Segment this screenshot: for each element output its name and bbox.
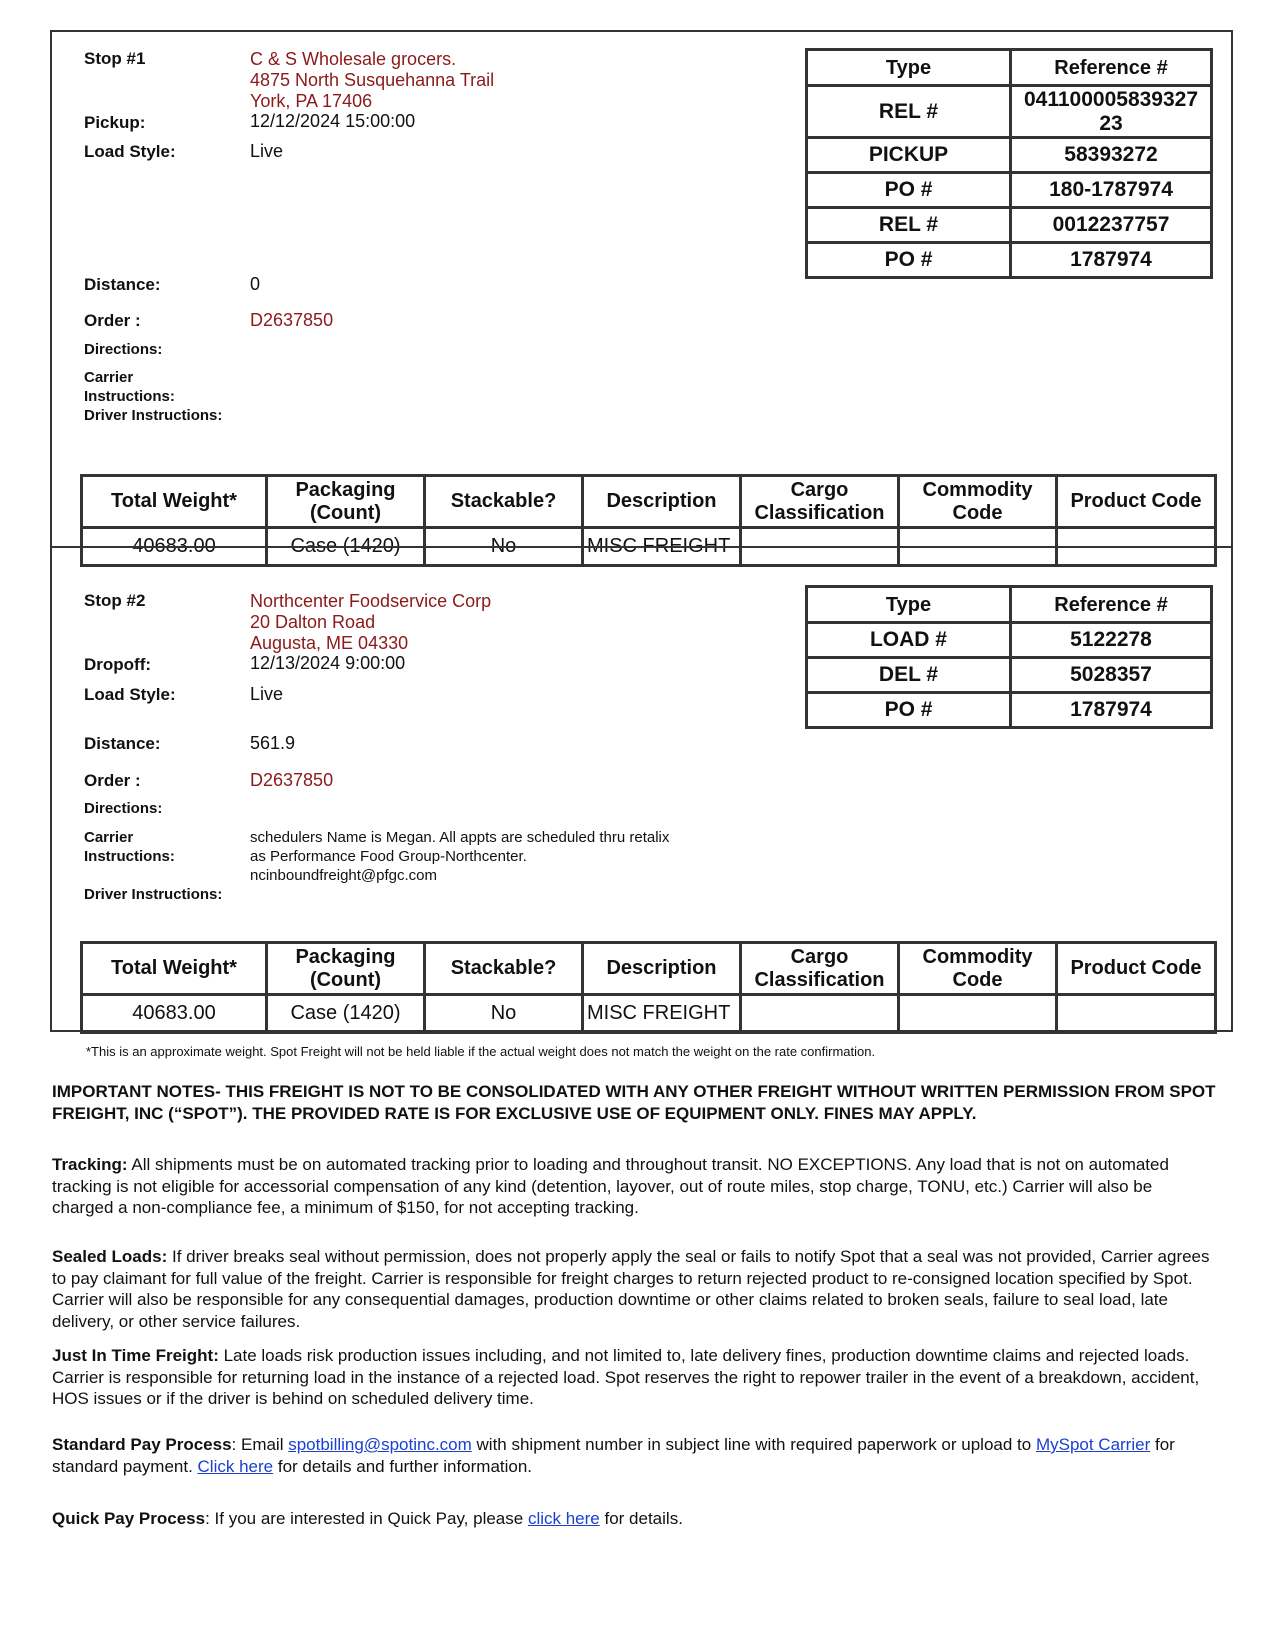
type-header: Type <box>807 587 1011 623</box>
stop-2-carrier-instructions-line-1: schedulers Name is Megan. All appts are scheduled thru retalix <box>250 829 670 846</box>
stop-1-carrier-label-2: Instructions: <box>84 388 175 405</box>
reference-type: PO # <box>807 693 1011 728</box>
reference-row <box>807 623 1212 658</box>
reference-value: 1787974 <box>1011 693 1212 728</box>
cargo-header-row <box>82 943 1216 995</box>
quick-pay-text-1: : If you are interested in Quick Pay, please <box>205 1509 528 1528</box>
total-weight-header: Total Weight* <box>82 476 267 528</box>
stop-1-load-style-label: Load Style: <box>84 142 176 161</box>
important-notes: IMPORTANT NOTES- THIS FREIGHT IS NOT TO BE CONSOLIDATED WITH ANY OTHER FREIGHT WITHOUT WRITTEN PERMISSION FROM SPOT FREIGHT, INC (“SPOT”). THE PROVIDED RATE IS FOR EXCLUSIVE USE OF EQUIPMENT ONLY. FINES MAY APPLY. <box>52 1082 1216 1123</box>
stop-2-carrier-instructions-line-2: as Performance Food Group-Northcenter. <box>250 848 527 865</box>
stop-1-label: Stop #1 <box>84 49 146 68</box>
stop-2-distance: 561.9 <box>250 733 296 753</box>
standard-pay-paragraph <box>52 1434 1217 1477</box>
reference-value: 5122278 <box>1011 623 1212 658</box>
stop-2-load-style-label: Load Style: <box>84 685 176 704</box>
reference-header-row <box>807 50 1212 86</box>
cargo-classification-header: Cargo Classification <box>741 476 899 528</box>
stop-2-cargo-table <box>80 941 1217 1034</box>
description-header: Description <box>583 943 741 995</box>
packaging: Case (1420) <box>267 528 425 566</box>
standard-pay-text-4: for details and further information. <box>273 1456 533 1476</box>
tracking-paragraph <box>52 1154 1217 1219</box>
reference-type: PICKUP <box>807 138 1011 173</box>
standard-pay-text-1: : Email <box>231 1435 289 1454</box>
reference-row <box>807 86 1212 138</box>
stop-2-label: Stop #2 <box>84 591 146 610</box>
sealed-loads-text: If driver breaks seal without permission, does not properly apply the seal or fails to notify Spot that a seal was not provided, Carrier agrees to pay claimant for full value of the freight. Carrier is responsible for freight charges to return rejected product to re-consigned location specified by Spot. Carrier will also be responsible for any consequential damages, production downtime or other claims related to broken seals, failure to seal load, late delivery, or other service failures. <box>52 1247 1210 1331</box>
product-code-header: Product Code <box>1057 476 1216 528</box>
sealed-loads-label: Sealed Loads: <box>52 1247 168 1266</box>
commodity-code-header: Commodity Code <box>899 476 1057 528</box>
stop-2-time-label: Dropoff: <box>84 655 152 674</box>
reference-type: REL # <box>807 86 1011 138</box>
product-code <box>1057 995 1216 1033</box>
reference-value: 041100005839327 23 <box>1011 86 1212 138</box>
stackable: No <box>425 528 583 566</box>
stop-1-load-style: Live <box>250 141 284 161</box>
standard-pay-label: Standard Pay Process <box>52 1435 232 1454</box>
reference-value: 0012237757 <box>1011 208 1212 243</box>
stop-2-carrier-instructions-line-3: ncinboundfreight@pfgc.com <box>250 867 438 884</box>
stop-2-carrier-label: Carrier <box>84 829 134 846</box>
cargo-classification <box>741 995 899 1033</box>
quick-pay-text-2: for details. <box>599 1509 683 1528</box>
weight-footnote: *This is an approximate weight. Spot Freight will not be held liable if the actual weight does not match the weight on the rate confirmation. <box>86 1044 876 1059</box>
type-header: Type <box>807 50 1011 86</box>
stop-2-name: Northcenter Foodservice Corp <box>250 591 492 611</box>
standard-pay-text-2: with shipment number in subject line with required paperwork or upload to <box>471 1435 1036 1454</box>
reference-row <box>807 208 1212 243</box>
jit-label: Just In Time Freight: <box>52 1346 219 1365</box>
reference-type: LOAD # <box>807 623 1011 658</box>
sealed-loads-paragraph <box>52 1246 1217 1332</box>
total-weight-header: Total Weight* <box>82 943 267 995</box>
stackable: No <box>425 995 583 1033</box>
total-weight: 40683.00 <box>82 995 267 1033</box>
stop-1-name: C & S Wholesale grocers. <box>250 49 457 69</box>
myspot-carrier-link[interactable]: MySpot Carrier <box>1035 1435 1151 1454</box>
stop-2-load-style: Live <box>250 684 284 704</box>
stop-1-carrier-label: Carrier <box>84 369 134 386</box>
stop-1-address-2: York, PA 17406 <box>250 91 373 111</box>
description: MISC FREIGHT <box>583 528 741 566</box>
reference-value: 5028357 <box>1011 658 1212 693</box>
stop-2-distance-label: Distance: <box>84 734 161 753</box>
reference-type: PO # <box>807 173 1011 208</box>
billing-email-link[interactable]: spotbilling@spotinc.com <box>288 1435 472 1454</box>
stop-2-address-1: 20 Dalton Road <box>250 612 376 632</box>
commodity-code-header: Commodity Code <box>899 943 1057 995</box>
reference-type: PO # <box>807 243 1011 278</box>
stop-2-time-value: 12/13/2024 9:00:00 <box>250 653 406 673</box>
reference-row <box>807 243 1212 278</box>
reference-type: DEL # <box>807 658 1011 693</box>
stop-1-order-label: Order : <box>84 311 141 330</box>
stop-2-carrier-label-2: Instructions: <box>84 848 175 865</box>
stop-1-order: D2637850 <box>250 310 334 330</box>
jit-paragraph <box>52 1345 1217 1410</box>
description-header: Description <box>583 476 741 528</box>
reference-value: 1787974 <box>1011 243 1212 278</box>
stackable-header: Stackable? <box>425 476 583 528</box>
tracking-label: Tracking: <box>52 1155 128 1174</box>
quick-pay-click-here-link[interactable]: click here <box>527 1509 600 1528</box>
stop-2-order-label: Order : <box>84 771 141 790</box>
stop-1-distance-label: Distance: <box>84 275 161 294</box>
stop-2-driver-label: Driver Instructions: <box>84 886 223 903</box>
stop-2-order: D2637850 <box>250 770 334 790</box>
quick-pay-label: Quick Pay Process <box>52 1509 206 1528</box>
reference-header: Reference # <box>1011 587 1212 623</box>
stop-1-time-value: 12/12/2024 15:00:00 <box>250 111 416 131</box>
cargo-classification-header: Cargo Classification <box>741 943 899 995</box>
cargo-row <box>82 995 1216 1033</box>
packaging-header: Packaging (Count) <box>267 943 425 995</box>
reference-value: 180-1787974 <box>1011 173 1212 208</box>
reference-value: 58393272 <box>1011 138 1212 173</box>
reference-row <box>807 138 1212 173</box>
standard-pay-text-3: for standard payment. <box>52 1435 1175 1476</box>
reference-header: Reference # <box>1011 50 1212 86</box>
packaging-header: Packaging (Count) <box>267 476 425 528</box>
cargo-header-row <box>82 476 1216 528</box>
stop-1-address-1: 4875 North Susquehanna Trail <box>250 70 495 90</box>
packaging: Case (1420) <box>267 995 425 1033</box>
quick-pay-paragraph <box>52 1508 1217 1530</box>
stop-2-reference-table <box>805 585 1213 729</box>
stop-1-time-label: Pickup: <box>84 113 146 132</box>
commodity-code <box>899 995 1057 1033</box>
stop-1-distance: 0 <box>250 274 261 294</box>
stop-1-directions-label: Directions: <box>84 341 163 358</box>
reference-row <box>807 173 1212 208</box>
stop-2-directions-label: Directions: <box>84 800 163 817</box>
reference-type: REL # <box>807 208 1011 243</box>
stackable-header: Stackable? <box>425 943 583 995</box>
reference-row <box>807 658 1212 693</box>
description: MISC FREIGHT <box>583 995 741 1033</box>
jit-text: Late loads risk production issues including, and not limited to, late delivery fines, production downtime claims and rejected loads. Carrier is responsible for returning load in the instance of a rejected load. Spot reserves the right to repower trailer in the event of a breakdown, accident, HOS issues or if the driver is behind on scheduled delivery time. <box>52 1346 1200 1408</box>
standard-pay-click-here-link[interactable]: Click here <box>197 1456 274 1476</box>
product-code-header: Product Code <box>1057 943 1216 995</box>
stop-2-address-2: Augusta, ME 04330 <box>250 633 409 653</box>
stop-1-reference-table <box>805 48 1213 279</box>
reference-row <box>807 693 1212 728</box>
tracking-text: All shipments must be on automated tracking prior to loading and throughout transit. NO EXCEPTIONS. Any load that is not on automated tracking is not eligible for accessorial compensation of any kind (detention, layover, out of route miles, stop charge, TONU, etc.) Carrier will also be charged a non-compliance fee, a minimum of $150, for not accepting tracking. <box>52 1155 1169 1217</box>
total-weight: 40683.00 <box>82 528 267 566</box>
reference-header-row <box>807 587 1212 623</box>
stop-1-driver-label: Driver Instructions: <box>84 407 223 424</box>
